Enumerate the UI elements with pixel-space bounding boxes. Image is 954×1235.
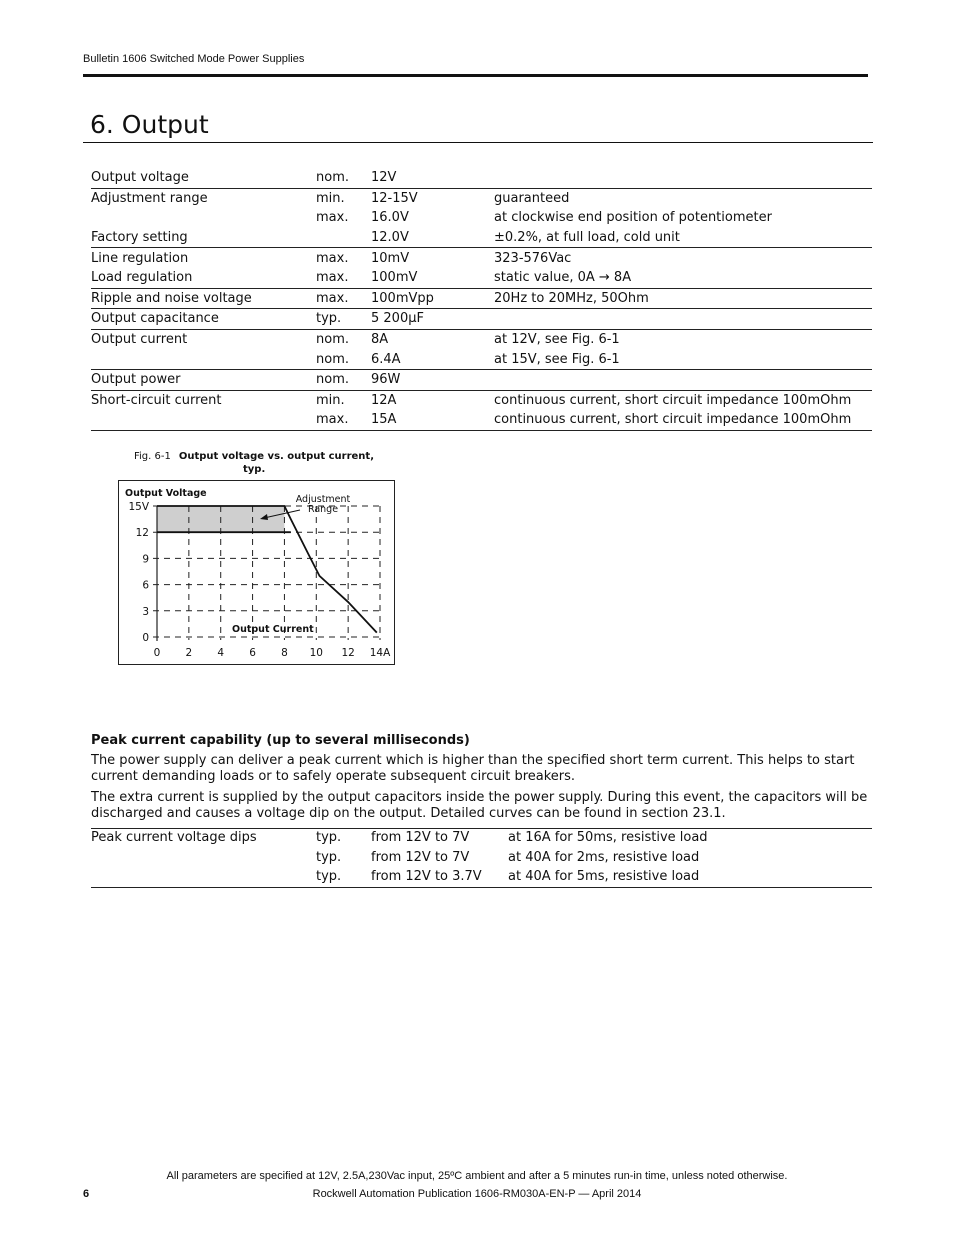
x-tick-label: 0	[153, 647, 161, 659]
table-row: Output current nom. 8A at 12V, see Fig. 6-1	[91, 332, 620, 348]
peak-paragraph-1: The power supply can deliver a peak current which is higher than the specified short term current. This helps to start current demanding loads or to safely operate subsequent circuit breakers.	[91, 753, 855, 784]
peak-paragraph-2: The extra current is supplied by the output capacitors inside the power supply. During this event, the capacitors will be discharged and causes a voltage dip on the output. Detailed curves can be found in section 23.1.	[91, 790, 868, 821]
x-tick-label: 14A	[369, 647, 391, 659]
table-row: Peak current voltage dips typ. from 12V to 7V at 16A for 50ms, resistive load	[91, 830, 708, 846]
table-row: Output power nom. 96W	[91, 369, 872, 390]
section-title: 6. Output	[90, 110, 209, 139]
y-tick-label: 15V	[128, 501, 149, 513]
footer-publication: Rockwell Automation Publication 1606-RM030A-EN-P — April 2014	[312, 1188, 642, 1200]
table-row: Factory setting 12.0V ±0.2%, at full load, cold unit	[91, 228, 872, 248]
table-row: typ. from 12V to 3.7V at 40A for 5ms, resistive load	[91, 867, 872, 887]
running-header: Bulletin 1606 Switched Mode Power Supplies	[83, 53, 305, 65]
table-row: Ripple and noise voltage max. 100mVpp 20Hz to 20MHz, 50Ohm	[91, 288, 872, 309]
y-tick-label: 0	[142, 632, 149, 644]
x-tick-label: 12	[341, 647, 355, 659]
table-row: Short-circuit current min. 12A continuous current, short circuit impedance 100mOhm	[91, 392, 852, 408]
title-rule	[83, 142, 873, 143]
x-tick-label: 8	[281, 647, 288, 659]
y-tick-label: 6	[142, 579, 149, 592]
output-spec-table	[91, 168, 872, 431]
table-row: nom. 6.4A at 15V, see Fig. 6-1	[91, 349, 872, 369]
output-voltage-current-chart	[118, 480, 396, 666]
table-row: typ. from 12V to 7V at 40A for 2ms, resistive load	[316, 849, 700, 865]
page-number: 6	[83, 1188, 90, 1200]
figure-caption-line2: typ.	[243, 464, 266, 475]
footer-note: All parameters are specified at 12V, 2.5A,230Vac input, 25ºC ambient and after a 5 minutes run-in time, unless noted otherwise.	[166, 1170, 788, 1182]
table-row: Output capacitance typ. 5 200µF	[91, 309, 872, 330]
y-axis-label: Output Voltage	[125, 488, 207, 499]
peak-current-heading: Peak current capability (up to several milliseconds)	[91, 733, 470, 748]
y-tick-label: 3	[142, 605, 149, 618]
table-row: Load regulation max. 100mV static value, 0A → 8A	[91, 268, 872, 288]
x-tick-label: 10	[309, 647, 323, 659]
table-row: max. 16.0V at clockwise end position of potentiometer	[316, 210, 772, 226]
annotation-line-2: Range	[307, 504, 339, 515]
x-tick-label: 2	[185, 647, 193, 659]
table-row: max. 15A continuous current, short circuit impedance 100mOhm	[91, 410, 872, 430]
x-axis-label: Output Current	[232, 624, 314, 635]
annotation-line-1: Adjustment	[295, 494, 351, 505]
peak-current-table	[91, 828, 872, 888]
x-tick-label: 4	[217, 647, 225, 659]
table-row: Adjustment range min. 12-15V guaranteed	[91, 190, 570, 206]
header-rule	[83, 74, 868, 77]
figure-caption-line1: Output voltage vs. output current,	[178, 451, 374, 462]
table-row: Line regulation max. 10mV 323-576Vac	[91, 250, 572, 266]
x-tick-label: 6	[249, 647, 256, 659]
y-tick-label: 9	[142, 553, 149, 566]
figure-caption	[134, 451, 374, 462]
table-row: Output voltage nom. 12V	[91, 168, 872, 188]
figure-number: Fig. 6-1	[134, 451, 171, 462]
y-tick-label: 12	[135, 527, 149, 540]
